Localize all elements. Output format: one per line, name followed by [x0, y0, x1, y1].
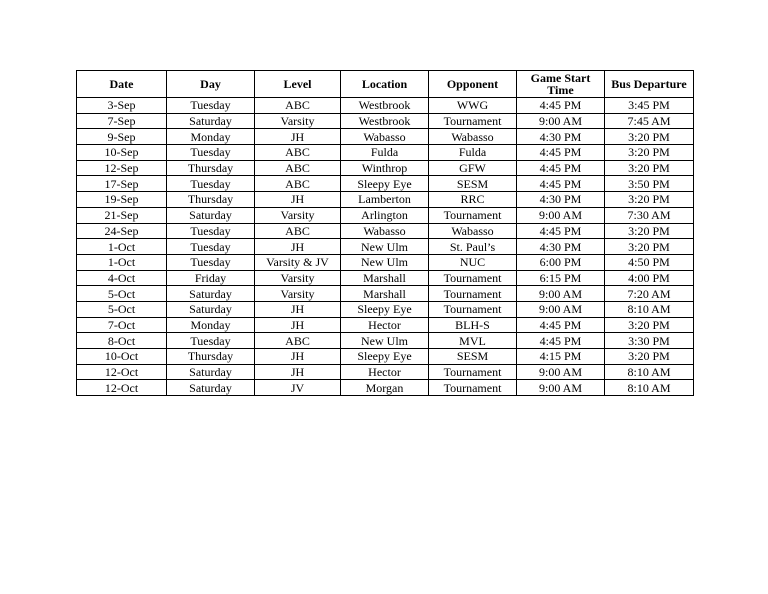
start-time-cell: 4:45 PM: [517, 223, 605, 239]
bus-departure-cell: 3:20 PM: [605, 129, 694, 145]
day-cell: Tuesday: [167, 333, 255, 349]
opponent-cell: Tournament: [429, 113, 517, 129]
schedule-table: [76, 70, 694, 396]
location-cell: Winthrop: [341, 160, 429, 176]
location-cell: Hector: [341, 364, 429, 380]
start-time-cell: 4:30 PM: [517, 239, 605, 255]
day-cell: Saturday: [167, 380, 255, 396]
table-row: [77, 129, 694, 145]
table-row: [77, 207, 694, 223]
location-cell: Sleepy Eye: [341, 349, 429, 365]
header-row: [77, 71, 694, 98]
start-time-cell: 4:45 PM: [517, 176, 605, 192]
opponent-cell: SESM: [429, 349, 517, 365]
header-opponent: Opponent: [429, 71, 517, 98]
bus-departure-cell: 3:20 PM: [605, 223, 694, 239]
header-location: Location: [341, 71, 429, 98]
level-cell: JH: [255, 192, 341, 208]
start-time-cell: 4:30 PM: [517, 192, 605, 208]
opponent-cell: RRC: [429, 192, 517, 208]
location-cell: New Ulm: [341, 254, 429, 270]
schedule-header: [77, 71, 694, 98]
day-cell: Tuesday: [167, 239, 255, 255]
table-row: [77, 223, 694, 239]
table-row: [77, 301, 694, 317]
date-cell: 4-Oct: [77, 270, 167, 286]
header-level: Level: [255, 71, 341, 98]
level-cell: Varsity: [255, 113, 341, 129]
opponent-cell: Tournament: [429, 270, 517, 286]
date-cell: 12-Sep: [77, 160, 167, 176]
opponent-cell: St. Paul’s: [429, 239, 517, 255]
opponent-cell: Tournament: [429, 380, 517, 396]
location-cell: Sleepy Eye: [341, 301, 429, 317]
table-row: [77, 98, 694, 114]
start-time-cell: 9:00 AM: [517, 301, 605, 317]
day-cell: Thursday: [167, 192, 255, 208]
location-cell: Lamberton: [341, 192, 429, 208]
table-row: [77, 286, 694, 302]
table-row: [77, 113, 694, 129]
location-cell: Westbrook: [341, 113, 429, 129]
date-cell: 12-Oct: [77, 364, 167, 380]
bus-departure-cell: 8:10 AM: [605, 380, 694, 396]
level-cell: JH: [255, 364, 341, 380]
opponent-cell: Tournament: [429, 364, 517, 380]
date-cell: 8-Oct: [77, 333, 167, 349]
date-cell: 1-Oct: [77, 239, 167, 255]
level-cell: JH: [255, 317, 341, 333]
table-row: [77, 270, 694, 286]
opponent-cell: GFW: [429, 160, 517, 176]
level-cell: JH: [255, 239, 341, 255]
day-cell: Tuesday: [167, 176, 255, 192]
level-cell: ABC: [255, 98, 341, 114]
location-cell: Arlington: [341, 207, 429, 223]
location-cell: Marshall: [341, 270, 429, 286]
table-row: [77, 254, 694, 270]
start-time-cell: 9:00 AM: [517, 207, 605, 223]
date-cell: 7-Sep: [77, 113, 167, 129]
opponent-cell: Fulda: [429, 145, 517, 161]
bus-departure-cell: 7:30 AM: [605, 207, 694, 223]
day-cell: Saturday: [167, 286, 255, 302]
table-row: [77, 145, 694, 161]
header-day: Day: [167, 71, 255, 98]
date-cell: 17-Sep: [77, 176, 167, 192]
bus-departure-cell: 3:50 PM: [605, 176, 694, 192]
start-time-cell: 4:45 PM: [517, 145, 605, 161]
day-cell: Tuesday: [167, 223, 255, 239]
start-time-cell: 4:45 PM: [517, 98, 605, 114]
bus-departure-cell: 7:20 AM: [605, 286, 694, 302]
level-cell: ABC: [255, 145, 341, 161]
bus-departure-cell: 4:50 PM: [605, 254, 694, 270]
date-cell: 10-Sep: [77, 145, 167, 161]
bus-departure-cell: 3:45 PM: [605, 98, 694, 114]
level-cell: JH: [255, 129, 341, 145]
level-cell: JV: [255, 380, 341, 396]
start-time-cell: 9:00 AM: [517, 364, 605, 380]
location-cell: Sleepy Eye: [341, 176, 429, 192]
schedule-body: [77, 98, 694, 396]
location-cell: Westbrook: [341, 98, 429, 114]
date-cell: 19-Sep: [77, 192, 167, 208]
day-cell: Saturday: [167, 301, 255, 317]
opponent-cell: Wabasso: [429, 223, 517, 239]
opponent-cell: WWG: [429, 98, 517, 114]
bus-departure-cell: 3:20 PM: [605, 192, 694, 208]
level-cell: ABC: [255, 223, 341, 239]
date-cell: 9-Sep: [77, 129, 167, 145]
opponent-cell: Tournament: [429, 286, 517, 302]
day-cell: Tuesday: [167, 145, 255, 161]
level-cell: Varsity: [255, 270, 341, 286]
bus-departure-cell: 3:20 PM: [605, 349, 694, 365]
day-cell: Saturday: [167, 113, 255, 129]
level-cell: Varsity & JV: [255, 254, 341, 270]
table-row: [77, 192, 694, 208]
level-cell: Varsity: [255, 207, 341, 223]
level-cell: JH: [255, 349, 341, 365]
level-cell: ABC: [255, 176, 341, 192]
day-cell: Saturday: [167, 207, 255, 223]
opponent-cell: NUC: [429, 254, 517, 270]
table-row: [77, 380, 694, 396]
header-date: Date: [77, 71, 167, 98]
bus-departure-cell: 8:10 AM: [605, 301, 694, 317]
day-cell: Thursday: [167, 160, 255, 176]
header-game-start-time: Game Start Time: [517, 71, 605, 98]
day-cell: Monday: [167, 317, 255, 333]
start-time-cell: 4:45 PM: [517, 333, 605, 349]
opponent-cell: Wabasso: [429, 129, 517, 145]
table-row: [77, 176, 694, 192]
day-cell: Tuesday: [167, 98, 255, 114]
date-cell: 7-Oct: [77, 317, 167, 333]
table-row: [77, 349, 694, 365]
day-cell: Saturday: [167, 364, 255, 380]
day-cell: Monday: [167, 129, 255, 145]
level-cell: JH: [255, 301, 341, 317]
table-row: [77, 364, 694, 380]
day-cell: Friday: [167, 270, 255, 286]
start-time-cell: 6:15 PM: [517, 270, 605, 286]
opponent-cell: MVL: [429, 333, 517, 349]
bus-departure-cell: 7:45 AM: [605, 113, 694, 129]
header-bus-departure: Bus Departure: [605, 71, 694, 98]
date-cell: 24-Sep: [77, 223, 167, 239]
date-cell: 5-Oct: [77, 286, 167, 302]
location-cell: Wabasso: [341, 223, 429, 239]
table-row: [77, 239, 694, 255]
start-time-cell: 4:30 PM: [517, 129, 605, 145]
table-row: [77, 333, 694, 349]
start-time-cell: 9:00 AM: [517, 286, 605, 302]
date-cell: 10-Oct: [77, 349, 167, 365]
bus-departure-cell: 3:20 PM: [605, 160, 694, 176]
level-cell: ABC: [255, 333, 341, 349]
bus-departure-cell: 3:20 PM: [605, 239, 694, 255]
bus-departure-cell: 8:10 AM: [605, 364, 694, 380]
location-cell: Hector: [341, 317, 429, 333]
date-cell: 12-Oct: [77, 380, 167, 396]
location-cell: Morgan: [341, 380, 429, 396]
table-row: [77, 317, 694, 333]
bus-departure-cell: 3:30 PM: [605, 333, 694, 349]
bus-departure-cell: 3:20 PM: [605, 145, 694, 161]
start-time-cell: 9:00 AM: [517, 380, 605, 396]
day-cell: Tuesday: [167, 254, 255, 270]
level-cell: Varsity: [255, 286, 341, 302]
opponent-cell: Tournament: [429, 207, 517, 223]
location-cell: New Ulm: [341, 333, 429, 349]
bus-departure-cell: 4:00 PM: [605, 270, 694, 286]
start-time-cell: 4:15 PM: [517, 349, 605, 365]
start-time-cell: 4:45 PM: [517, 160, 605, 176]
opponent-cell: Tournament: [429, 301, 517, 317]
date-cell: 21-Sep: [77, 207, 167, 223]
opponent-cell: SESM: [429, 176, 517, 192]
location-cell: Fulda: [341, 145, 429, 161]
table-row: [77, 160, 694, 176]
start-time-cell: 6:00 PM: [517, 254, 605, 270]
date-cell: 5-Oct: [77, 301, 167, 317]
bus-departure-cell: 3:20 PM: [605, 317, 694, 333]
day-cell: Thursday: [167, 349, 255, 365]
location-cell: Marshall: [341, 286, 429, 302]
location-cell: Wabasso: [341, 129, 429, 145]
level-cell: ABC: [255, 160, 341, 176]
date-cell: 3-Sep: [77, 98, 167, 114]
start-time-cell: 9:00 AM: [517, 113, 605, 129]
opponent-cell: BLH-S: [429, 317, 517, 333]
start-time-cell: 4:45 PM: [517, 317, 605, 333]
location-cell: New Ulm: [341, 239, 429, 255]
date-cell: 1-Oct: [77, 254, 167, 270]
